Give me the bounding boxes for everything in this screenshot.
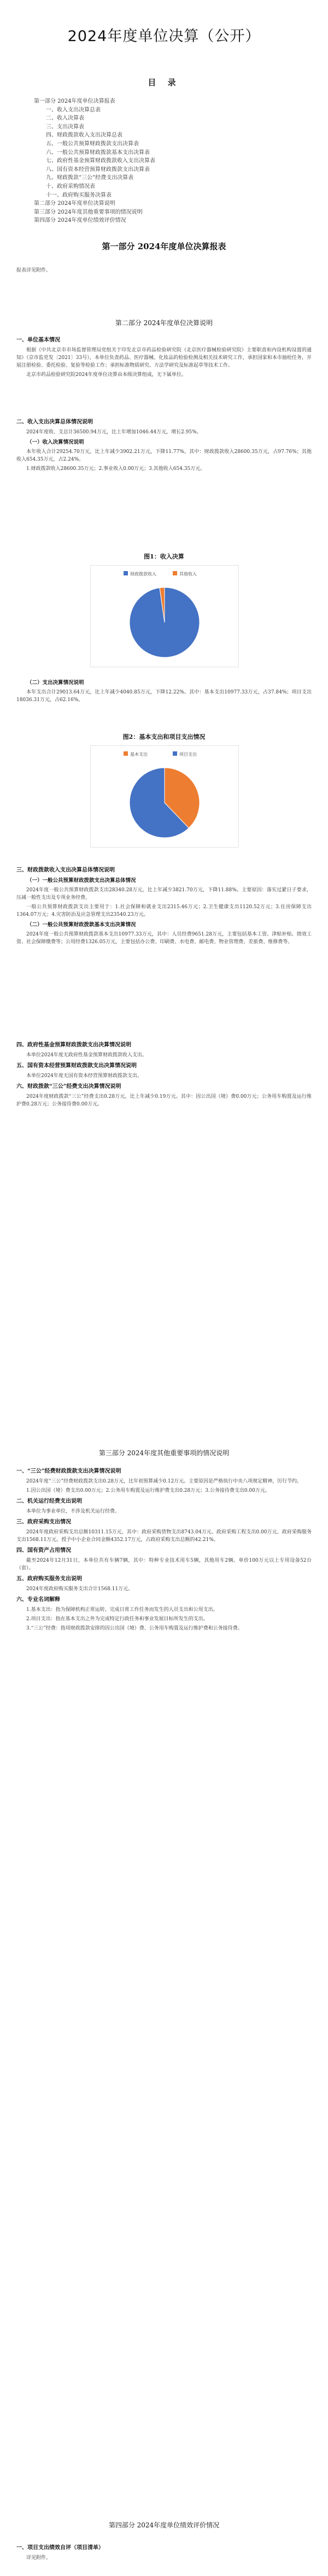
paragraph: 2024年度收、支总计36500.94万元，比上年增加1046.44万元，增长2.95%。 [26,430,202,435]
paragraph: 本年支出合计29013.64万元，比上年减少4040.85万元，下降12.22%。其中：基本支出10977.33万元，占37.84%；项目支出18036.31万元，占62.16%。 [16,690,312,703]
part4-section [16,2541,312,2563]
section-heading: 二、机关运行经费支出说明 [16,1498,82,1504]
part2-section-2 [16,415,312,474]
paragraph: 本年收入合计29254.70万元，比上年减少3902.21万元，下降11.77%。其中：财政拨款收入28600.35万元，占97.76%；其他收入654.35万元，占2.24%。 [16,449,312,462]
paragraph: 1.基本支出：指为保障机构正常运转、完成日常工作任务而发生的人员支出和公用支出。 [26,1607,218,1613]
part2-section-2b [16,677,312,705]
part2-section-3 [16,863,312,948]
section-heading: 六、财政拨款“三公”经费支出决算情况说明 [16,1084,121,1090]
chart2-title: 图2：基本支出和项目支出情况 [122,733,206,740]
subsection-heading: （二）支出决算情况说明 [27,680,84,686]
toc-item[interactable]: 四、财政拨款收入支出决算总表 [46,132,122,139]
subsection-heading: （一）收入决算情况说明 [27,439,84,445]
legend-swatch [173,751,177,756]
toc-item[interactable]: 三、支出决算表 [46,123,84,130]
legend-swatch [124,571,128,575]
paragraph: 1.因公出国（境）费支出0.00万元；2.公务用车购置及运行维护费支出0.28万元；3.公务接待费支出0.00万元。 [26,1488,270,1493]
legend-label: 其他收入 [179,572,197,577]
paragraph: 2024年度一般公共预算财政拨款基本支出10977.33万元，其中：人员经费9651.28万元，主要包括基本工资、津贴补贴、绩效工资、社会保障缴费等；公用经费1326.05万元，主要包括办公费、印刷费、水电费、邮电费、物业管理费、差旅费、维修费等。 [16,932,312,945]
toc-item[interactable]: 第三部分 2024年度其他重要事项的情况说明 [34,209,143,215]
paragraph: 本单位2024年度无政府性基金预算财政拨款收入支出。 [26,1052,147,1058]
toc-item[interactable]: 十一、政府购买服务决算表 [46,192,112,198]
paragraph: 截至2024年12月31日，本单位共有车辆7辆，其中：特种专业技术用车5辆，其他用车2辆。单价100万元以上专用设备52台（套）。 [16,1558,312,1571]
toc-item[interactable]: 第一部分 2024年度单位决算报表 [34,98,115,104]
paragraph: 根据《中共北京市市场监督管理局党组关于印发北京市药品检验研究院（北京医疗器械检验研究院）主要职责和内设机构设置的通知》（京市监党发〔2021〕33号），本单位负责药品、医疗器械、化妆品的检验检测及相关技术研究工作，承担国家和本市抽检任务，开展注册检验、委托检验、复验等检验工作；承担标准物质研究、方法学研究及标准起草等技术工作。 [16,348,312,368]
toc-item[interactable]: 第四部分 2024年度单位绩效评价情况 [34,217,126,224]
chart1-frame [90,565,239,667]
chart1-title: 图1：收入决算 [144,553,184,560]
part3-sections [16,1465,312,1634]
paragraph: 2024年度政府购买服务支出合计1568.11万元。 [26,1586,133,1592]
paragraph: 详见附件。 [26,2555,51,2561]
legend-swatch [173,571,177,575]
part2-section-1 [16,333,312,380]
legend-label: 财政拨款收入 [130,572,156,577]
paragraph: 2024年度财政拨款“三公”经费支出0.28万元，比上年减少0.19万元。其中：因公出国（境）费0.00万元；公务用车购置及运行维护费0.28万元；公务接待费0.00万元。 [16,1094,312,1107]
paragraph: 1.财政拨款收入28600.35万元；2.事业收入0.00万元；3.其他收入654.35万元。 [26,466,206,472]
chart2-frame [90,745,239,848]
section-heading: 四、政府性基金预算财政拨款支出决算情况说明 [16,1042,131,1048]
part1-note-block [16,267,312,276]
document-title: 2024年度单位决算（公开） [67,28,261,45]
paragraph: 3.“三公”经费：指用财政拨款安排的因公出国（境）费、公务用车购置及运行维护费和公务接待费。 [26,1626,243,1631]
toc-item[interactable]: 第二部分 2024年度单位决算说明 [34,201,115,207]
section-heading: 一、单位基本情况 [16,337,60,343]
chart2-svg [91,746,238,847]
toc-item[interactable]: 九、财政拨款“三公”经费支出决算表 [46,175,134,181]
section-heading: 二、收入支出决算总体情况说明 [16,419,93,425]
part4-heading: 第四部分 2024年度单位绩效评价情况 [108,2521,220,2529]
table-of-contents [34,97,296,225]
paragraph: 2.项目支出：指在基本支出之外为完成特定行政任务和事业发展目标所发生的支出。 [26,1616,208,1622]
part1-heading: 第一部分 2024年度单位决算报表 [102,242,226,251]
section-heading: 六、专业名词解释 [16,1597,60,1603]
toc-item[interactable]: 五、一般公共预算财政拨款支出决算表 [46,140,139,147]
paragraph: 一般公共预算财政拨款支出主要用于：1.社会保障和就业支出2315.46万元；2.卫生健康支出1120.52万元；3.住房保障支出1364.07万元；4.灾害防治及应急管理支出23540.23万元。 [16,904,312,918]
chart1-svg [91,566,238,667]
section-heading: 一、“三公”经费财政拨款支出决算情况说明 [16,1468,121,1474]
section-heading: 三、政府采购支出情况 [16,1519,71,1525]
toc-item[interactable]: 十、政府采购情况表 [46,183,95,190]
part2-heading: 第二部分 2024年度单位决算说明 [115,319,213,327]
paragraph: 2024年度一般公共预算财政拨款支出28340.28万元，比上年减少3821.70万元，下降11.88%。主要原因：落实过紧日子要求，压减一般性支出及专项业务经费。 [16,887,312,901]
toc-heading: 目 录 [148,78,180,87]
legend-label: 项目支出 [179,752,197,757]
legend-label: 基本支出 [130,752,148,757]
section-heading: 五、政府购买服务支出说明 [16,1576,82,1582]
toc-item[interactable]: 六、一般公共预算财政拨款基本支出决算表 [46,149,150,156]
section-heading: 三、财政拨款收入支出决算总体情况说明 [16,867,115,873]
part1-note: 报表详见附件。 [16,268,51,273]
section-heading: 一、项目支出绩效自评（项目清单） [16,2545,104,2551]
toc-item[interactable]: 八、国有资本经营预算财政拨款支出决算表 [46,166,150,173]
toc-item[interactable]: 七、政府性基金预算财政拨款收入支出决算表 [46,158,155,164]
toc-item[interactable]: 一、收入支出决算总表 [46,107,101,113]
paragraph: 2024年度“三公”经费财政拨款支出0.28万元，比年初预算减少0.12万元。主要原因是严格执行中央八项规定精神，厉行节约。 [26,1479,302,1484]
subsection-heading: （二）一般公共预算财政拨款基本支出决算情况 [27,922,136,928]
paragraph: 本单位为事业单位，不涉及机关运行经费。 [26,1509,120,1514]
section-heading: 五、国有资本经营预算财政拨款支出决算情况说明 [16,1063,137,1069]
part3-heading: 第三部分 2024年度其他重要事项的情况说明 [98,1449,230,1457]
paragraph: 本单位2024年度无国有资本经营预算财政拨款支出。 [26,1073,142,1079]
section-heading: 四、国有资产占用情况 [16,1548,71,1554]
legend-swatch [124,751,128,756]
paragraph: 2024年度政府采购支出总额10311.15万元，其中：政府采购货物支出8743.04万元、政府采购工程支出0.00万元、政府采购服务支出1568.11万元。授予中小企业合同金额4352.17万元，占政府采购支出总额的42.21%。 [16,1530,312,1543]
part2-section-4-6 [16,1038,312,1110]
subsection-heading: （一）一般公共预算财政拨款支出决算总体情况 [27,878,136,884]
paragraph: 北京市药品检验研究院2024年度单位决算由本级决算组成，无下属单位。 [26,372,186,378]
toc-item[interactable]: 二、收入决算表 [46,115,84,122]
